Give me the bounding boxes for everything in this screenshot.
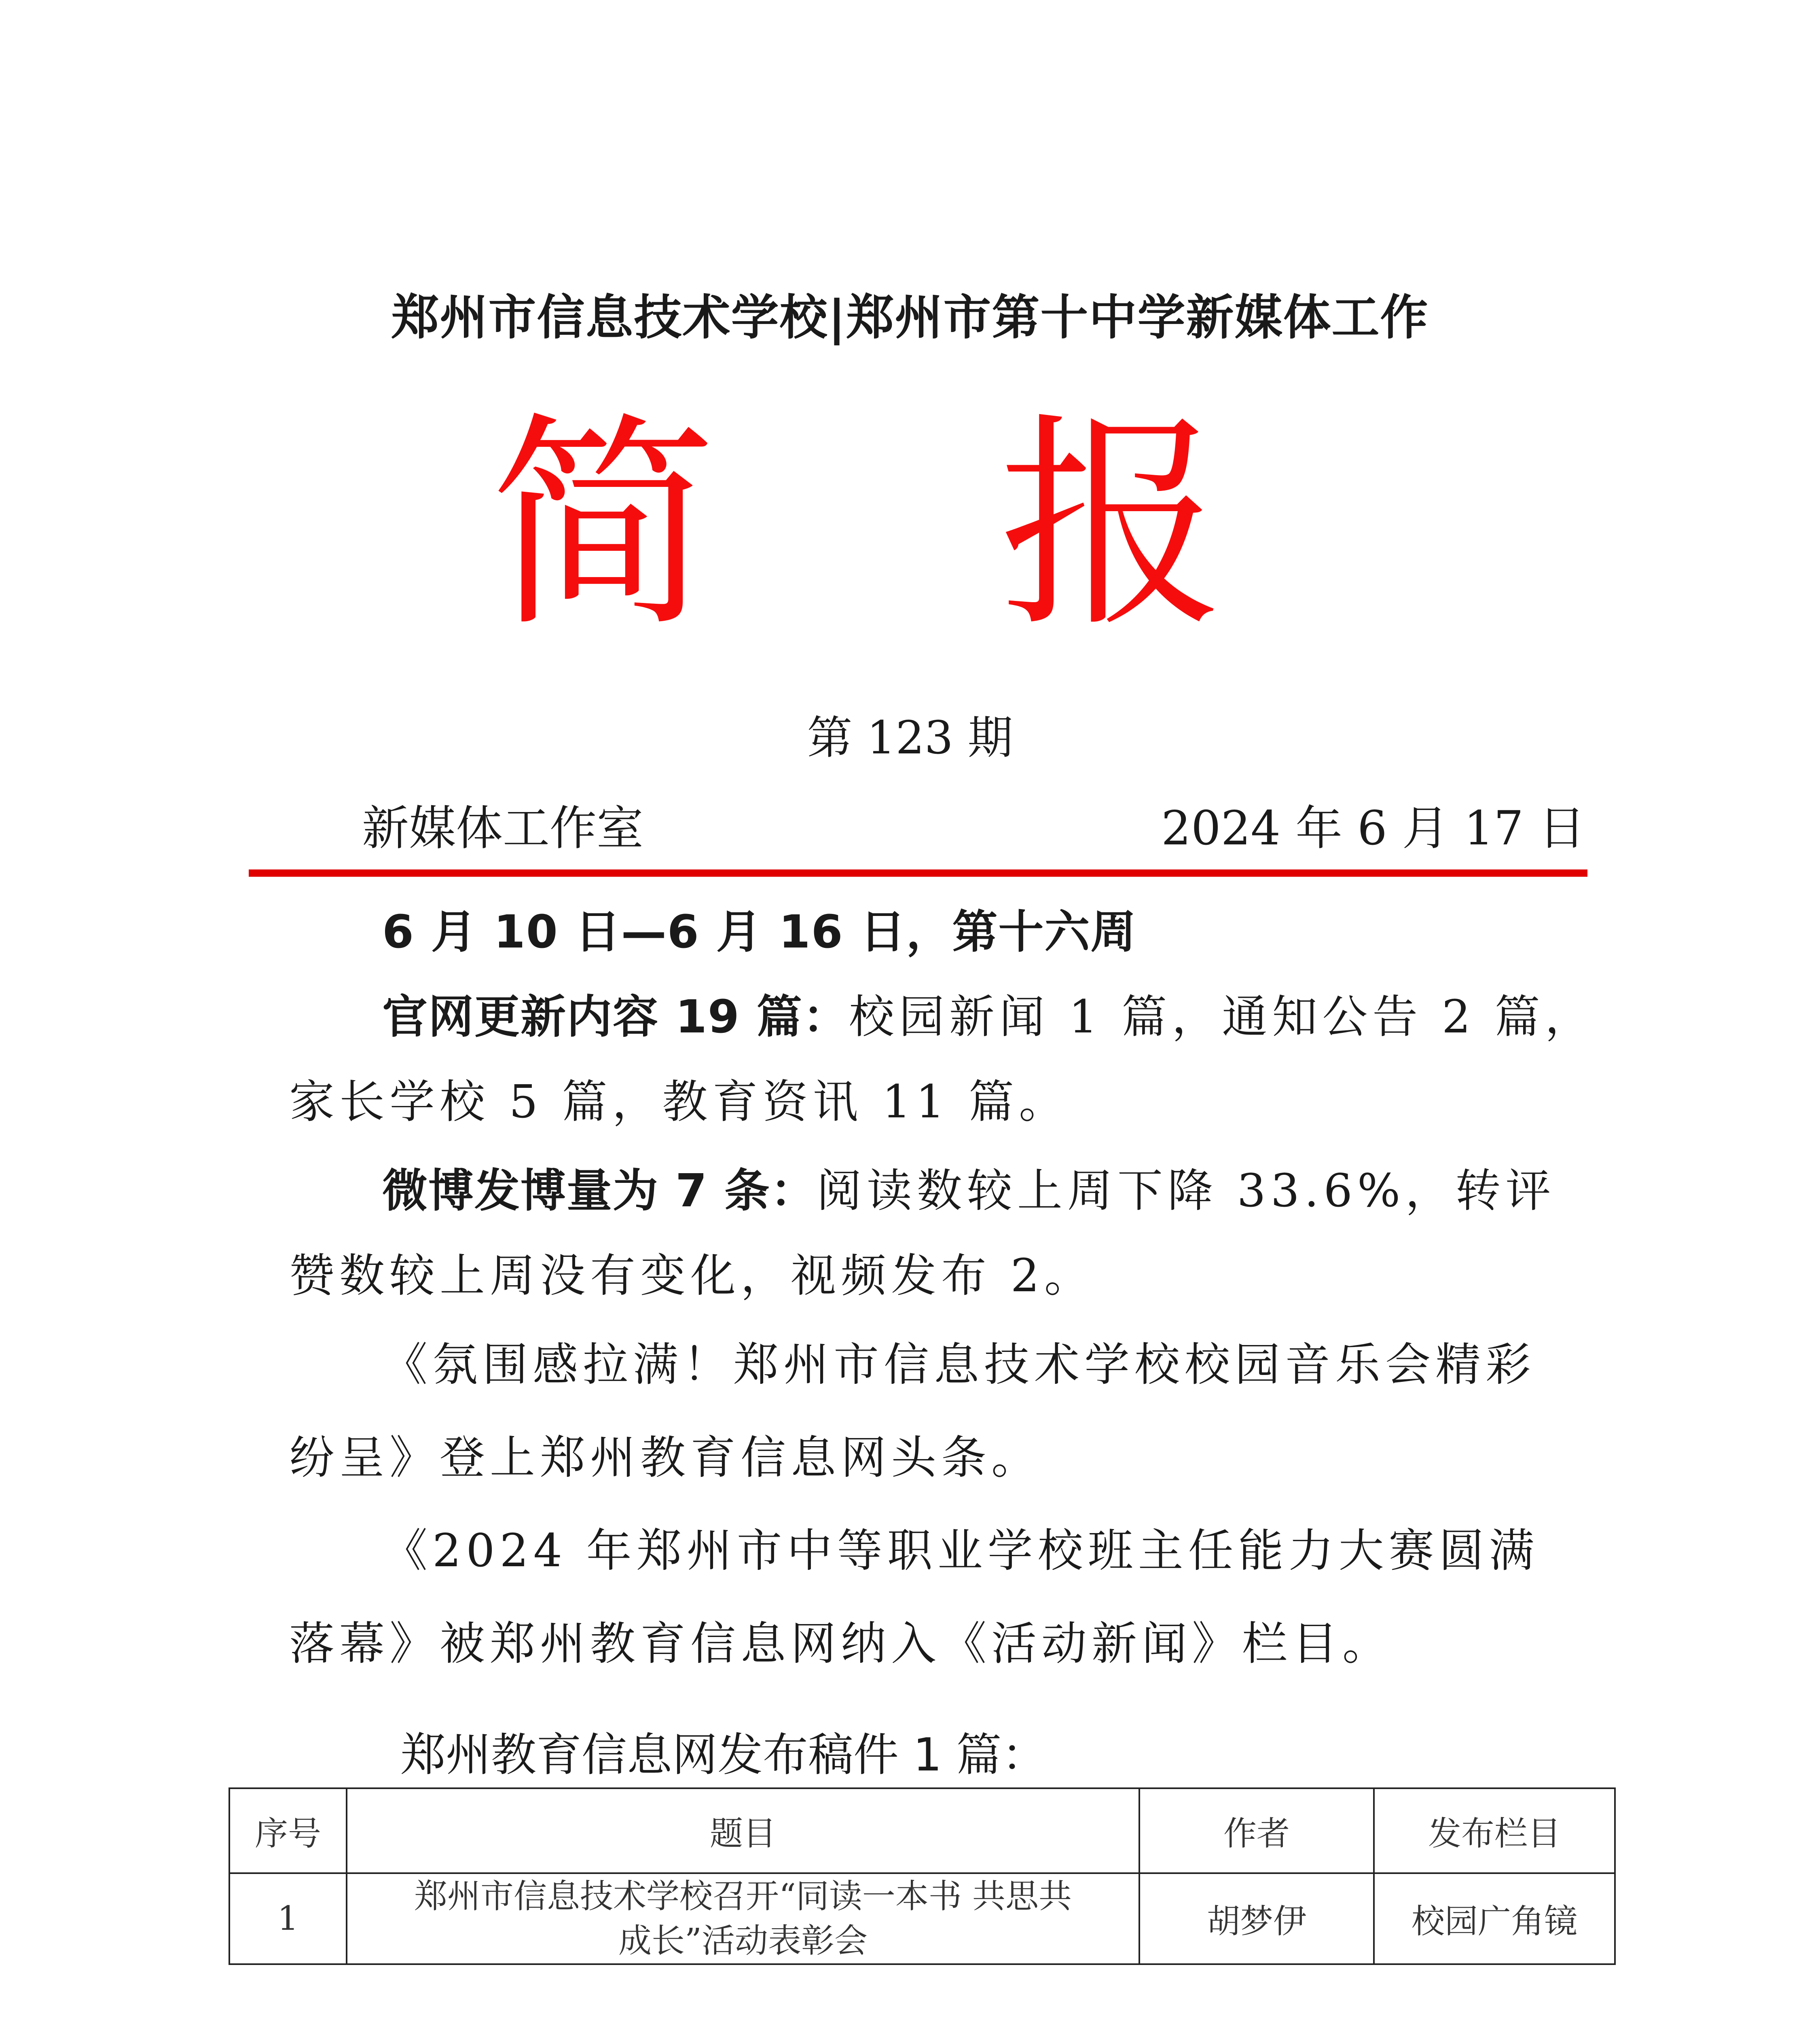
headline-1-line-1: 《氛围感拉满！郑州市信息技术学校校园音乐会精彩: [382, 1339, 1536, 1391]
headline-2-line-1: 《2024 年郑州市中等职业学校班主任能力大赛圆满: [382, 1525, 1539, 1577]
table1-col-title: 题目: [347, 1788, 1139, 1873]
page-title: 简 报: [489, 394, 1330, 658]
table1-row1-title: [347, 1873, 1139, 1964]
weibo-line-1: [382, 1148, 1555, 1233]
site-update-line-2: 家长学校 5 篇，教育资讯 11 篇。: [289, 1076, 1069, 1128]
weibo-lead: 微博发博量为 7 条：: [382, 1165, 817, 1217]
table1-col-no: 序号: [229, 1788, 347, 1873]
site-update-line-1: [382, 975, 1595, 1060]
red-divider: [249, 869, 1587, 877]
weibo-text-1: 阅读数较上周下降 33.6%，转评: [816, 1165, 1556, 1217]
issue-number: 第 123 期: [807, 712, 1013, 764]
table1-row1-column: 校园广角镜: [1374, 1873, 1615, 1964]
table1: [229, 1787, 1616, 1965]
header-subtitle: 郑州市信息技术学校|郑州市第十中学新媒体工作: [391, 290, 1429, 345]
table-row: [229, 1873, 1615, 1964]
site-update-text-1: 校园新闻 1 篇，通知公告 2 篇，: [849, 991, 1595, 1043]
table1-row1-no: 1: [229, 1873, 347, 1964]
table1-col-author: 作者: [1139, 1788, 1374, 1873]
weibo-line-2: 赞数较上周没有变化，视频发布 2。: [289, 1250, 1094, 1302]
headline-1-line-2: 纷呈》登上郑州教育信息网头条。: [289, 1432, 1041, 1484]
table1-col-column: 发布栏目: [1374, 1788, 1615, 1873]
office-name: 新媒体工作室: [362, 801, 643, 856]
table1-heading: 郑州教育信息网发布稿件 1 篇：: [400, 1729, 1047, 1781]
table1-row1-title-line2: 成长”活动表彰会: [618, 1921, 868, 1960]
week-range: 6 月 10 日—6 月 16 日，第十六周: [382, 906, 1137, 958]
table1-row1-title-line1: 郑州市信息技术学校召开“同读一本书 共思共: [414, 1877, 1072, 1916]
headline-2-line-2: 落幕》被郑州教育信息网纳入《活动新闻》栏目。: [289, 1618, 1393, 1670]
table1-row1-author: 胡梦伊: [1139, 1873, 1374, 1964]
publish-date: 2024 年 6 月 17 日: [1161, 801, 1585, 856]
site-update-lead: 官网更新内容 19 篇：: [382, 991, 849, 1043]
table1-header-row: [229, 1788, 1615, 1873]
